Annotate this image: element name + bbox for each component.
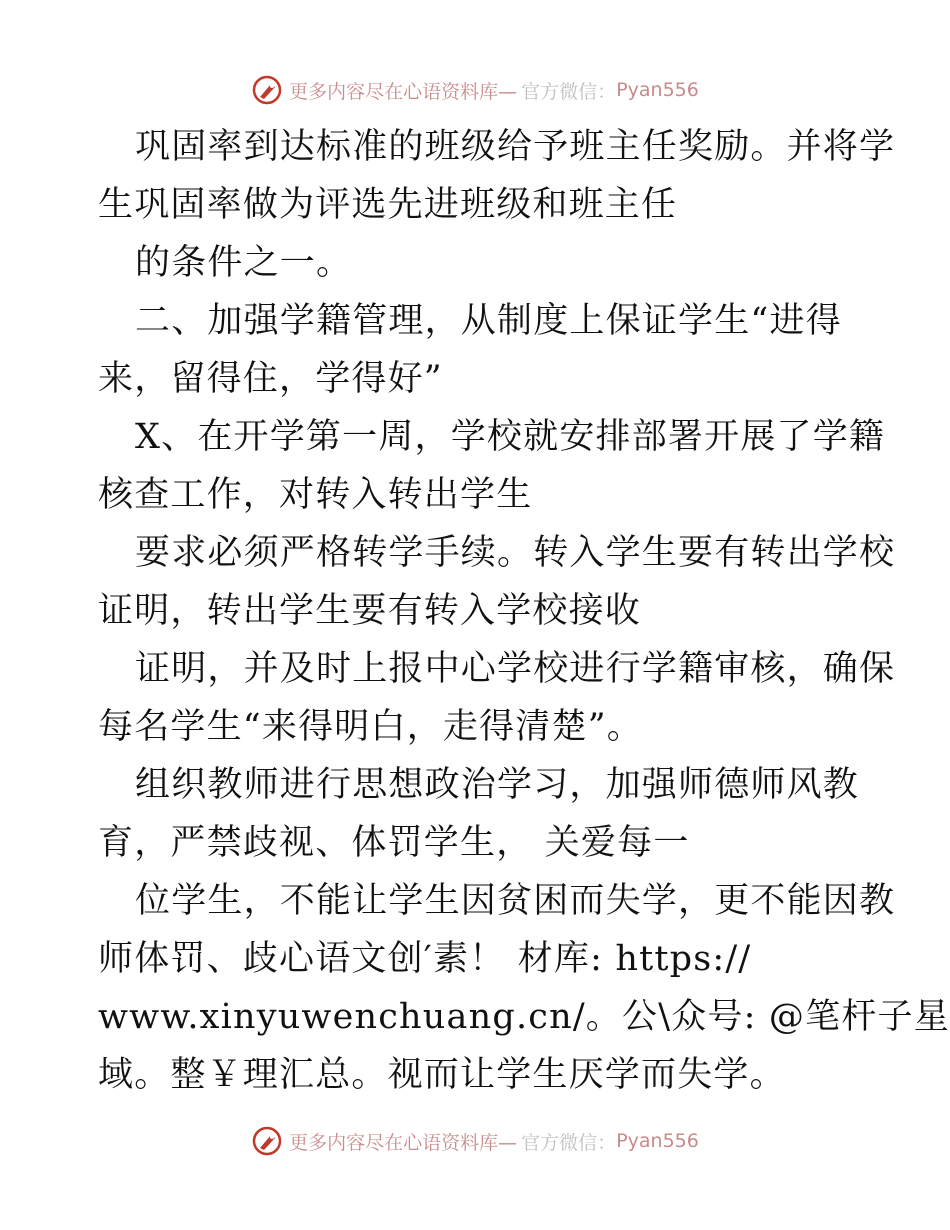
text-line: 巩固率到达标准的班级给予班主任奖励。并将学 bbox=[135, 127, 896, 167]
text-line: 来，留得住，学得好” bbox=[98, 359, 443, 399]
text-line: 组织教师进行思想政治学习，加强师德师风教 bbox=[135, 765, 860, 805]
watermark-wechat-label: 官方微信： bbox=[521, 80, 617, 103]
watermark-account: Pyan556 bbox=[616, 1130, 699, 1152]
watermark-account: Pyan556 bbox=[616, 79, 699, 101]
text-line: 师体罚、歧心语文创′素！ 材库: https:// bbox=[98, 939, 752, 979]
document-body bbox=[98, 118, 950, 1104]
watermark-text: 更多内容尽在心语资料库— bbox=[289, 80, 518, 103]
pen-nib-circle-icon bbox=[251, 74, 283, 106]
text-line: 证明，转出学生要有转入学校接收 bbox=[98, 591, 642, 631]
watermark-banner-top bbox=[0, 70, 950, 110]
text-line: 育，严禁歧视、体罚学生， 关爱每一 bbox=[98, 823, 690, 863]
watermark-banner-bottom bbox=[0, 1121, 950, 1161]
pen-nib-circle-icon bbox=[251, 1125, 283, 1157]
text-line: 每名学生“来得明白，走得清楚”。 bbox=[98, 707, 643, 747]
watermark-text: 更多内容尽在心语资料库— bbox=[289, 1131, 518, 1154]
text-line: 生巩固率做为评选先进班级和班主任 bbox=[98, 185, 678, 225]
text-line: 位学生，不能让学生因贫困而失学，更不能因教 bbox=[135, 881, 896, 921]
text-line: X、在开学第一周，学校就安排部署开展了学籍 bbox=[135, 417, 886, 457]
text-line: 二、加强学籍管理，从制度上保证学生“进得 bbox=[135, 301, 842, 341]
text-line: 的条件之一。 bbox=[135, 243, 353, 283]
watermark-wechat-label: 官方微信： bbox=[521, 1131, 617, 1154]
text-line: 核查工作，对转入转出学生 bbox=[98, 475, 533, 515]
text-line: 域。整￥理汇总。视而让学生厌学而失学。 bbox=[98, 1055, 786, 1095]
text-line: 要求必须严格转学手续。转入学生要有转出学校 bbox=[135, 533, 896, 573]
text-line: 证明，并及时上报中心学校进行学籍审核，确保 bbox=[135, 649, 896, 689]
text-line: www.xinyuwenchuang.cn/。公\众号: @笔杆子星 bbox=[98, 997, 950, 1037]
